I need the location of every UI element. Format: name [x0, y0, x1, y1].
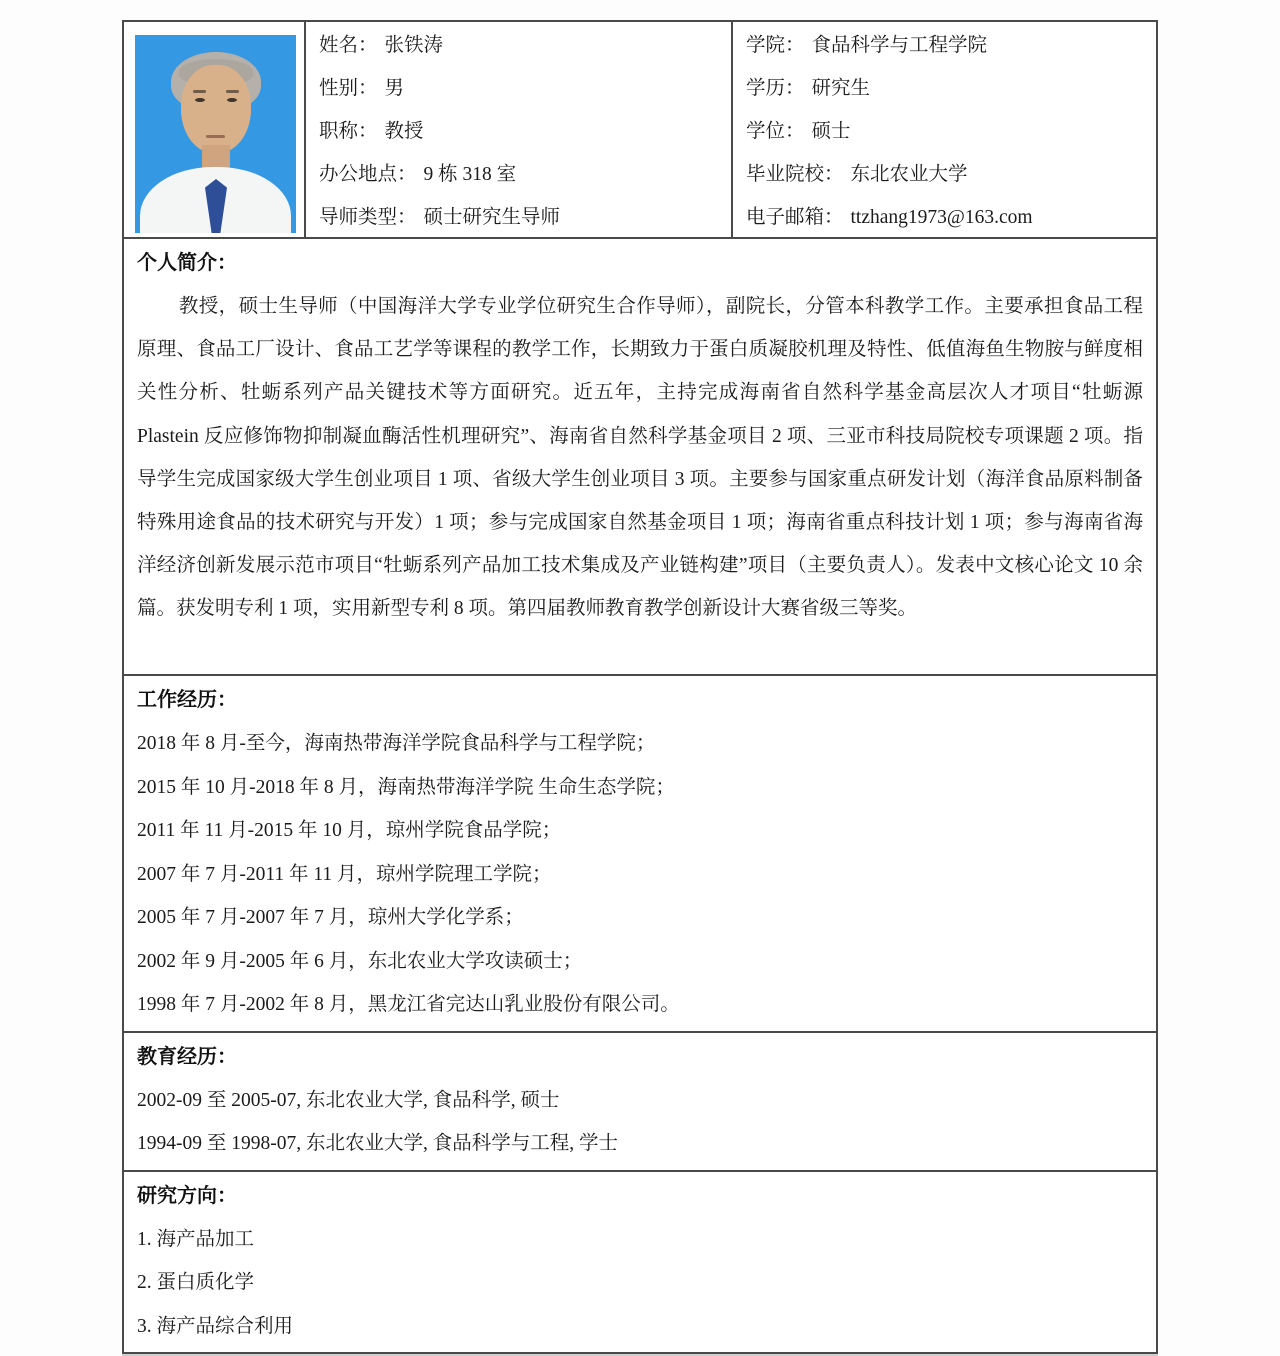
work-experience-item: 1998 年 7 月-2002 年 8 月，黑龙江省完达山乳业股份有限公司。	[137, 994, 680, 1015]
education-experience-item: 2002-09 至 2005-07, 东北农业大学, 食品科学, 硕士	[137, 1089, 560, 1111]
photo-eye-left	[195, 98, 205, 102]
personal-intro-paragraph: 教授，硕士生导师（中国海洋大学专业学位研究生合作导师），副院长，分管本科教学工作。主要承担食品工程原理、食品工厂设计、食品工艺学等课程的教学工作，长期致力于蛋白质凝胶机理及特性、低值海鱼生物胺与鲜度相关性分析、牡蛎系列产品关键技术等方面研究。近五年，主持完成海南省自然科学基金高层次人才项目“牡蛎源 Plastein 反应修饰物抑制凝血酶活性机理研究”、海南省自然科学基金项目 2 项、三亚市科技局院校专项课题 2 项。指导学生完成国家级大学生创业项目 1 项、省级大学生创业项目 3 项。主要参与国家重点研发计划（海洋食品原料制备特殊用途食品的技术研究与开发）1 项；参与完成国家自然基金项目 1 项；海南省重点科技计划 1 项；参与海南省海洋经济创新发展示范市项目“牡蛎系列产品加工技术集成及产业链构建”项目（主要负责人）。发表中文核心论文 10 余篇。获发明专利 1 项，实用新型专利 8 项。第四届教师教育教学创新设计大赛省级三等奖。	[137, 296, 1143, 620]
field-college-label: 学院：	[746, 35, 805, 56]
field-title-label: 职称：	[319, 121, 378, 142]
field-college	[746, 24, 1156, 67]
photo-face	[181, 65, 251, 154]
photo-cell	[124, 22, 306, 237]
section-education-experience-title: 教育经历：	[137, 1045, 237, 1068]
section-personal-intro-title: 个人简介：	[137, 252, 237, 274]
field-degree-label: 学位：	[746, 121, 805, 142]
field-alma-mater	[746, 153, 1156, 196]
work-experience-item: 2005 年 7 月-2007 年 7 月，琼州大学化学系；	[137, 907, 524, 928]
field-degree	[746, 110, 1156, 153]
field-name-label: 姓名：	[319, 35, 378, 56]
education-experience-item: 1994-09 至 1998-07, 东北农业大学, 食品科学与工程, 学士	[137, 1133, 618, 1154]
field-education-level-value: 研究生	[811, 78, 871, 99]
field-email-value: ttzhang1973@163.com	[850, 207, 1033, 228]
field-alma-mater-label: 毕业院校：	[746, 164, 844, 185]
field-education-level	[746, 67, 1156, 110]
field-name-value: 张铁涛	[384, 35, 444, 56]
field-email	[746, 196, 1156, 239]
field-mentor-type-value: 硕士研究生导师	[423, 207, 561, 228]
header-info-row	[124, 22, 1156, 239]
section-research-directions	[124, 1172, 1156, 1353]
field-office-label: 办公地点：	[319, 164, 417, 185]
photo-eye-right	[227, 98, 237, 102]
research-direction-item: 1. 海产品加工	[137, 1228, 255, 1250]
field-email-label: 电子邮箱：	[746, 207, 844, 228]
work-experience-item: 2018 年 8 月-至今，海南热带海洋学院食品科学与工程学院；	[137, 733, 656, 754]
research-direction-item: 3. 海产品综合利用	[137, 1315, 294, 1337]
section-education-experience	[124, 1033, 1156, 1172]
field-office-value: 9 栋 318 室	[423, 164, 517, 185]
profile-document	[122, 20, 1158, 1354]
photo-mouth	[206, 135, 225, 138]
field-alma-mater-value: 东北农业大学	[850, 164, 968, 185]
photo-eyebrow-left	[193, 90, 206, 93]
work-experience-item: 2011 年 11 月-2015 年 10 月，琼州学院食品学院；	[137, 820, 562, 841]
section-research-directions-title: 研究方向：	[137, 1184, 237, 1207]
research-direction-item: 2. 蛋白质化学	[137, 1272, 255, 1293]
field-gender-label: 性别：	[319, 78, 378, 99]
section-work-experience	[124, 676, 1156, 1033]
field-degree-value: 硕士	[811, 121, 851, 142]
portrait-photo	[135, 35, 296, 233]
basic-info-column	[306, 22, 733, 237]
work-experience-item: 2007 年 7 月-2011 年 11 月，琼州学院理工学院；	[137, 863, 552, 885]
section-work-experience-title: 工作经历：	[137, 689, 237, 711]
field-mentor-type	[319, 196, 731, 239]
field-gender-value: 男	[384, 78, 405, 99]
work-experience-item: 2002 年 9 月-2005 年 6 月，东北农业大学攻读硕士；	[137, 950, 583, 972]
field-mentor-type-label: 导师类型：	[319, 207, 417, 228]
field-name	[319, 24, 731, 67]
field-title	[319, 110, 731, 153]
field-gender	[319, 67, 731, 110]
field-college-value: 食品科学与工程学院	[811, 35, 988, 56]
photo-eyebrow-right	[226, 90, 239, 93]
section-personal-intro	[124, 239, 1156, 676]
affiliation-info-column	[733, 22, 1156, 237]
field-title-value: 教授	[384, 121, 424, 142]
field-education-level-label: 学历：	[746, 78, 805, 99]
field-office	[319, 153, 731, 196]
work-experience-item: 2015 年 10 月-2018 年 8 月，海南热带海洋学院 生命生态学院；	[137, 776, 675, 798]
